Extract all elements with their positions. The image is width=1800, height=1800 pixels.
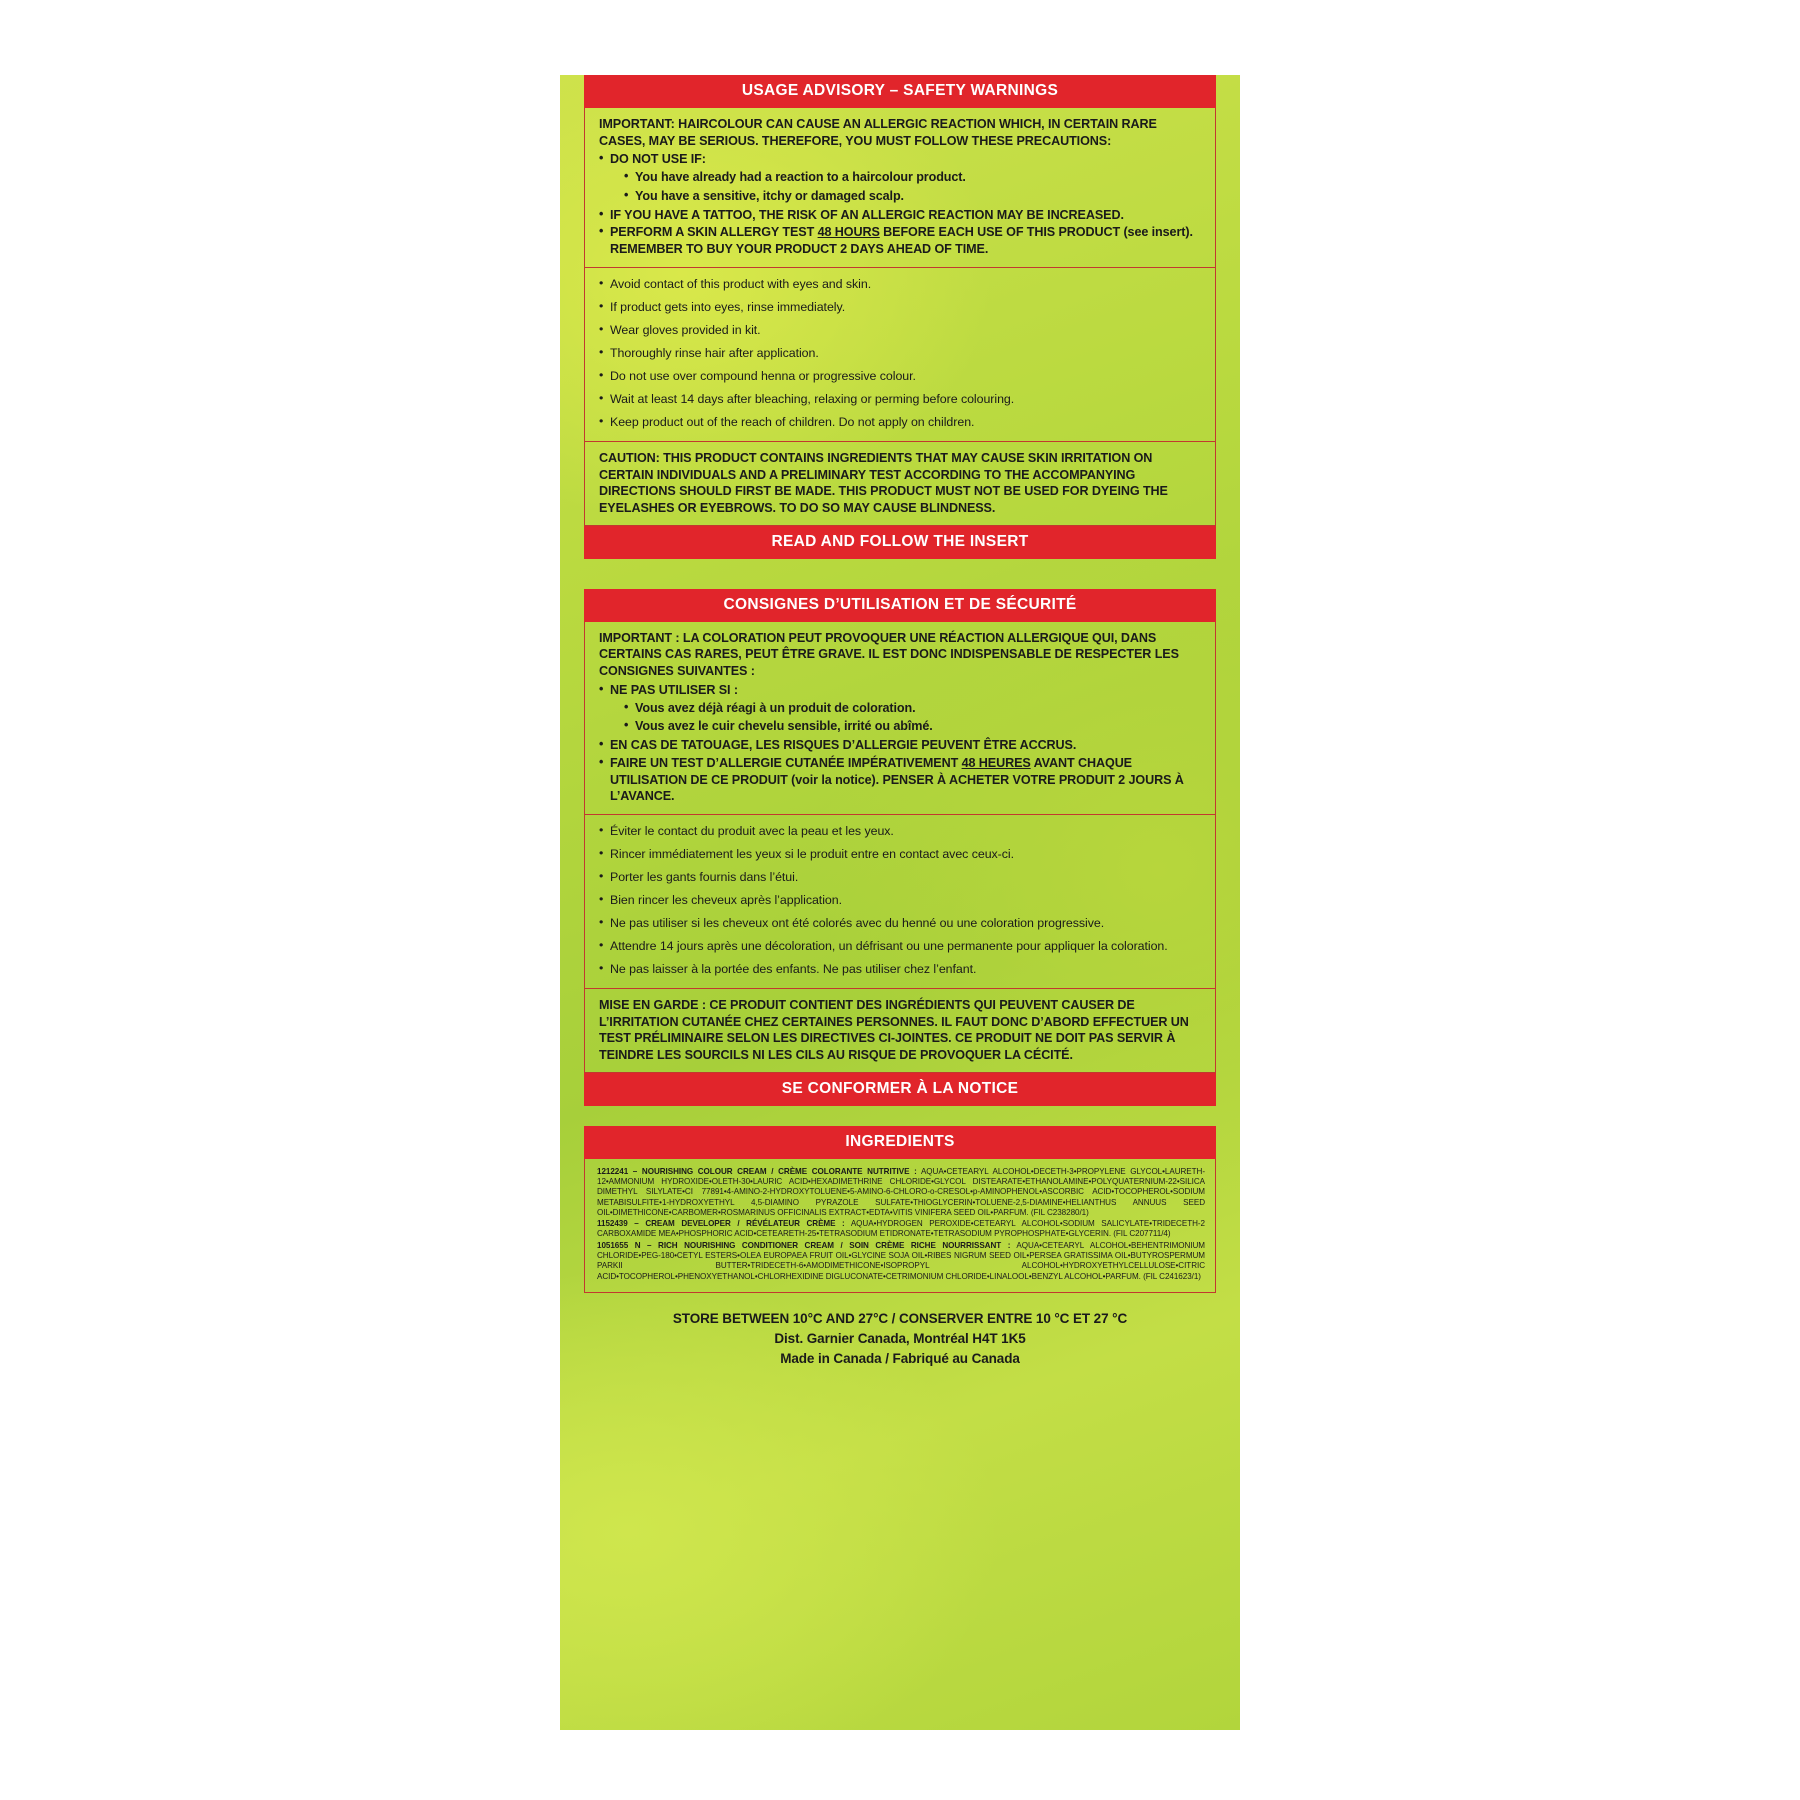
french-precaution-4: • Ne pas utiliser si les cheveux ont été colorés avec du henné ou une coloration progressive. — [599, 915, 1203, 933]
english-do-not-use-subitem-1: • You have a sensitive, itchy or damaged scalp. — [624, 188, 1203, 205]
french-safety-block — [584, 589, 1216, 1106]
french-precaution-5: • Attendre 14 jours après une décoloration, un défrisant ou une permanente pour appliquer la coloration. — [599, 938, 1203, 956]
french-panel — [584, 622, 1216, 1073]
french-do-not-use-subitem-1: • Vous avez le cuir chevelu sensible, irrité ou abîmé. — [624, 718, 1203, 735]
ingredients-block — [584, 1126, 1216, 1293]
package-footer — [560, 1309, 1240, 1370]
product-package-back-panel — [560, 75, 1240, 1730]
french-important-text: IMPORTANT : LA COLORATION PEUT PROVOQUER UNE RÉACTION ALLERGIQUE QUI, DANS CERTAINS CAS RARES, PEUT ÊTRE GRAVE. IL EST DONC INDISPENSABLE DE RESPECTER LES CONSIGNES SUIVANTES : — [599, 630, 1179, 679]
english-precaution-6: • Keep product out of the reach of children. Do not apply on children. — [599, 414, 1203, 432]
english-panel — [584, 108, 1216, 526]
ingredient-text-0: AQUA•CETEARYL ALCOHOL•DECETH-3•PROPYLENE GLYCOL•LAURETH-12•AMMONIUM HYDROXIDE•OLETH-30•LAURIC ACID•HEXADIMETHRINE CHLORIDE•GLYCOL DISTEARATE•ETHANOLAMINE•POLYQUATERNIUM-22•SILICA DIMETHYL SILYLATE•CI 77891•4-AMINO-2-HYDROXYTOLUENE•5-AMINO-6-CHLORO-o-CRESOL•p-AMINOPHENOL•ASCORBIC ACID•TOCOPHEROL•SODIUM METABISULFITE•1-HYDROXYETHYL 4,5-DIAMINO PYRAZOLE SULFATE•THIOGLYCERIN•TOLUENE-2,5-DIAMINE•HELIANTHUS ANNUUS SEED OIL•DIMETHICONE•CARBOMER•ROSMARINUS OFFICINALIS EXTRACT•EDTA•VITIS VINIFERA SEED OIL•PARFUM. (FIL C238280/1) — [597, 1166, 1205, 1217]
distributor-info: Dist. Garnier Canada, Montréal H4T 1K5 — [774, 1331, 1026, 1347]
english-allergy-hours: 48 HOURS — [817, 225, 880, 240]
french-caution-section — [585, 989, 1215, 1072]
english-precaution-0: • Avoid contact of this product with eyes and skin. — [599, 276, 1203, 294]
french-allergy-hours: 48 HEURES — [961, 755, 1031, 770]
section-spacer-2 — [560, 1106, 1240, 1126]
section-spacer-1 — [560, 559, 1240, 589]
ingredient-entry-2 — [597, 1241, 1205, 1282]
ingredient-entry-1 — [597, 1219, 1205, 1240]
english-precautions-section — [585, 268, 1215, 442]
english-do-not-use-subitem-0: • You have already had a reaction to a haircolour product. — [624, 169, 1203, 186]
french-allergy-pre: FAIRE UN TEST D’ALLERGIE CUTANÉE IMPÉRATIVEMENT — [610, 755, 962, 770]
french-precaution-6: • Ne pas laisser à la portée des enfants. Ne pas utiliser chez l’enfant. — [599, 961, 1203, 979]
french-precaution-3: • Bien rincer les cheveux après l’application. — [599, 892, 1203, 910]
english-important-section — [585, 108, 1215, 268]
english-insert-bar: READ AND FOLLOW THE INSERT — [584, 526, 1216, 559]
french-allergy-post: AVANT CHAQUE UTILISATION DE CE PRODUIT (voir la notice). PENSER À ACHETER VOTRE PRODUIT 2 JOURS À L’AVANCE. — [610, 755, 1184, 804]
french-caution-text: MISE EN GARDE : CE PRODUIT CONTIENT DES INGRÉDIENTS QUI PEUVENT CAUSER DE L’IRRITATION CUTANÉE CHEZ CERTAINES PERSONNES. IL FAUT DONC D’ABORD EFFECTUER UN TEST PRÉLIMINAIRE SELON LES DIRECTIVES CI-JOINTES. CE PRODUIT NE DOIT PAS SERVIR À TEINDRE LES SOURCILS NI LES CILS AU RISQUE DE PROVOQUER LA CÉCITÉ. — [599, 997, 1189, 1063]
ingredient-text-2: AQUA•CETEARYL ALCOHOL•BEHENTRIMONIUM CHLORIDE•PEG-180•CETYL ESTERS•OLEA EUROPAEA FRUIT OIL•GLYCINE SOJA OIL•RIBES NIGRUM SEED OIL•PERSEA GRATISSIMA OIL•BUTYROSPERMUM PARKII BUTTER•TRIDECETH-6•AMODIMETHICONE•ISOPROPYL ALCOHOL•HYDROXYETHYLCELLULOSE•CITRIC ACID•TOCOPHEROL•PHENOXYETHANOL•CHLORHEXIDINE DIGLUCONATE•CETRIMONIUM CHLORIDE•LINALOOL•BENZYL ALCOHOL•PARFUM. (FIL C241623/1) — [597, 1240, 1205, 1281]
french-tattoo-warning: • EN CAS DE TATOUAGE, LES RISQUES D’ALLERGIE PEUVENT ÊTRE ACCRUS. — [599, 737, 1203, 754]
storage-instructions: STORE BETWEEN 10°C AND 27°C / CONSERVER ENTRE 10 °C ET 27 °C — [672, 1310, 1128, 1326]
english-caution-text: CAUTION: THIS PRODUCT CONTAINS INGREDIENTS THAT MAY CAUSE SKIN IRRITATION ON CERTAIN INDIVIDUALS AND A PRELIMINARY TEST ACCORDING TO THE ACCOMPANYING DIRECTIONS SHOULD FIRST BE MADE. THIS PRODUCT MUST NOT BE USED FOR DYEING THE EYELASHES OR EYEBROWS. TO DO SO MAY CAUSE BLINDNESS. — [599, 450, 1168, 515]
ingredients-header: INGREDIENTS — [584, 1126, 1216, 1159]
french-precaution-2: • Porter les gants fournis dans l’étui. — [599, 869, 1203, 887]
ingredient-code-1: 1152439 – CREAM DEVELOPER / RÉVÉLATEUR CRÈME : — [597, 1219, 845, 1229]
french-do-not-use-label: NE PAS UTILISER SI : — [610, 682, 738, 697]
french-section-header: CONSIGNES D’UTILISATION ET DE SÉCURITÉ — [584, 589, 1216, 622]
english-caution-section — [585, 442, 1215, 525]
ingredients-body — [584, 1159, 1216, 1293]
french-do-not-use-subitem-0: • Vous avez déjà réagi à un produit de coloration. — [624, 700, 1203, 717]
ingredient-code-2: 1051655 N – RICH NOURISHING CONDITIONER CREAM / SOIN CRÈME RICHE NOURRISSANT : — [597, 1240, 1011, 1250]
english-tattoo-warning: • IF YOU HAVE A TATTOO, THE RISK OF AN ALLERGIC REACTION MAY BE INCREASED. — [599, 207, 1203, 224]
english-allergy-test-warning — [599, 224, 1203, 257]
origin-info: Made in Canada / Fabriqué au Canada — [780, 1351, 1020, 1367]
english-precaution-5: • Wait at least 14 days after bleaching, relaxing or perming before colouring. — [599, 391, 1203, 409]
ingredient-entry-0 — [597, 1167, 1205, 1218]
english-do-not-use-item — [599, 151, 1203, 204]
french-precaution-0: • Éviter le contact du produit avec la peau et les yeux. — [599, 823, 1203, 841]
english-precaution-1: • If product gets into eyes, rinse immediately. — [599, 299, 1203, 317]
english-allergy-post: BEFORE EACH USE OF THIS PRODUCT (see insert). REMEMBER TO BUY YOUR PRODUCT 2 DAYS AHEAD OF TIME. — [610, 225, 1193, 257]
french-precautions-section — [585, 815, 1215, 989]
english-do-not-use-label: DO NOT USE IF: — [610, 152, 706, 167]
english-precaution-3: • Thoroughly rinse hair after application. — [599, 345, 1203, 363]
french-important-section — [585, 622, 1215, 815]
french-precaution-1: • Rincer immédiatement les yeux si le produit entre en contact avec ceux-ci. — [599, 846, 1203, 864]
french-allergy-test-warning — [599, 755, 1203, 805]
ingredient-code-0: 1212241 – NOURISHING COLOUR CREAM / CRÈME COLORANTE NUTRITIVE : — [597, 1166, 917, 1176]
french-do-not-use-item — [599, 682, 1203, 735]
english-section-header: USAGE ADVISORY – SAFETY WARNINGS — [584, 75, 1216, 108]
english-allergy-pre: PERFORM A SKIN ALLERGY TEST — [610, 225, 818, 240]
english-precaution-2: • Wear gloves provided in kit. — [599, 322, 1203, 340]
french-insert-bar: SE CONFORMER À LA NOTICE — [584, 1073, 1216, 1106]
english-important-text: IMPORTANT: HAIRCOLOUR CAN CAUSE AN ALLERGIC REACTION WHICH, IN CERTAIN RARE CASES, MAY BE SERIOUS. THEREFORE, YOU MUST FOLLOW THESE PRECAUTIONS: — [599, 117, 1157, 148]
ingredient-text-1: AQUA•HYDROGEN PEROXIDE•CETEARYL ALCOHOL•SODIUM SALICYLATE•TRIDECETH-2 CARBOXAMIDE MEA•PHOSPHORIC ACID•CETEARETH-25•TETRASODIUM ETIDRONATE•TETRASODIUM PYROPHOSPHATE•GLYCERIN. (FIL C207711/4) — [597, 1219, 1205, 1239]
english-precaution-4: • Do not use over compound henna or progressive colour. — [599, 368, 1203, 386]
english-safety-block — [584, 75, 1216, 559]
